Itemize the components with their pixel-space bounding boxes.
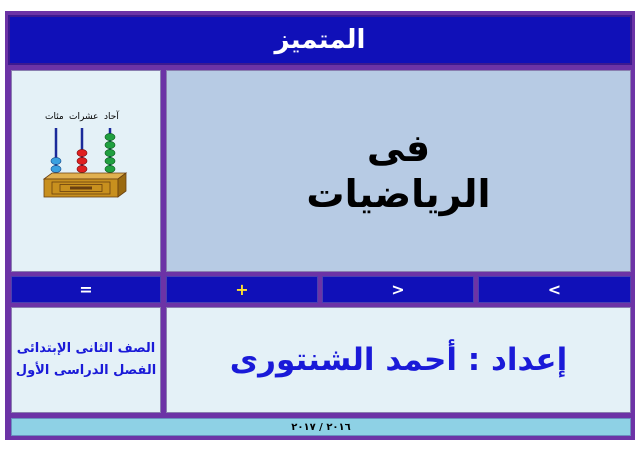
- symbol-greater: >: [391, 280, 405, 299]
- grade-line-1: الصف الثانى الإبتدائى: [16, 341, 156, 356]
- page-title: المتميز: [274, 25, 366, 55]
- author-panel: [166, 307, 631, 413]
- year-bar: [11, 418, 631, 436]
- symbol-plus-cell: [166, 276, 318, 303]
- symbol-plus: +: [235, 280, 249, 299]
- subject-panel: [166, 70, 631, 272]
- symbol-less-cell: [478, 276, 631, 303]
- symbol-less: <: [547, 280, 562, 299]
- grade-line-2: الفصل الدراسى الأول: [15, 363, 157, 378]
- title-bar: [8, 15, 632, 65]
- subject-line-1: فى: [366, 126, 431, 170]
- symbol-equals: =: [79, 280, 93, 299]
- symbol-equals-cell: [11, 276, 161, 303]
- grade-panel: [11, 307, 161, 413]
- abacus-label-units: آحاد: [104, 112, 119, 122]
- symbol-greater-cell: [322, 276, 474, 303]
- author-name: إعداد : أحمد الشنتورى: [229, 342, 568, 378]
- abacus-label-tens: عشرات: [69, 112, 99, 122]
- abacus-label-hundreds: مئات: [45, 112, 64, 122]
- academic-year: ٢٠١٦ / ٢٠١٧: [291, 421, 351, 433]
- abacus-icon: [40, 124, 130, 199]
- subject-line-2: الرياضيات: [306, 172, 491, 216]
